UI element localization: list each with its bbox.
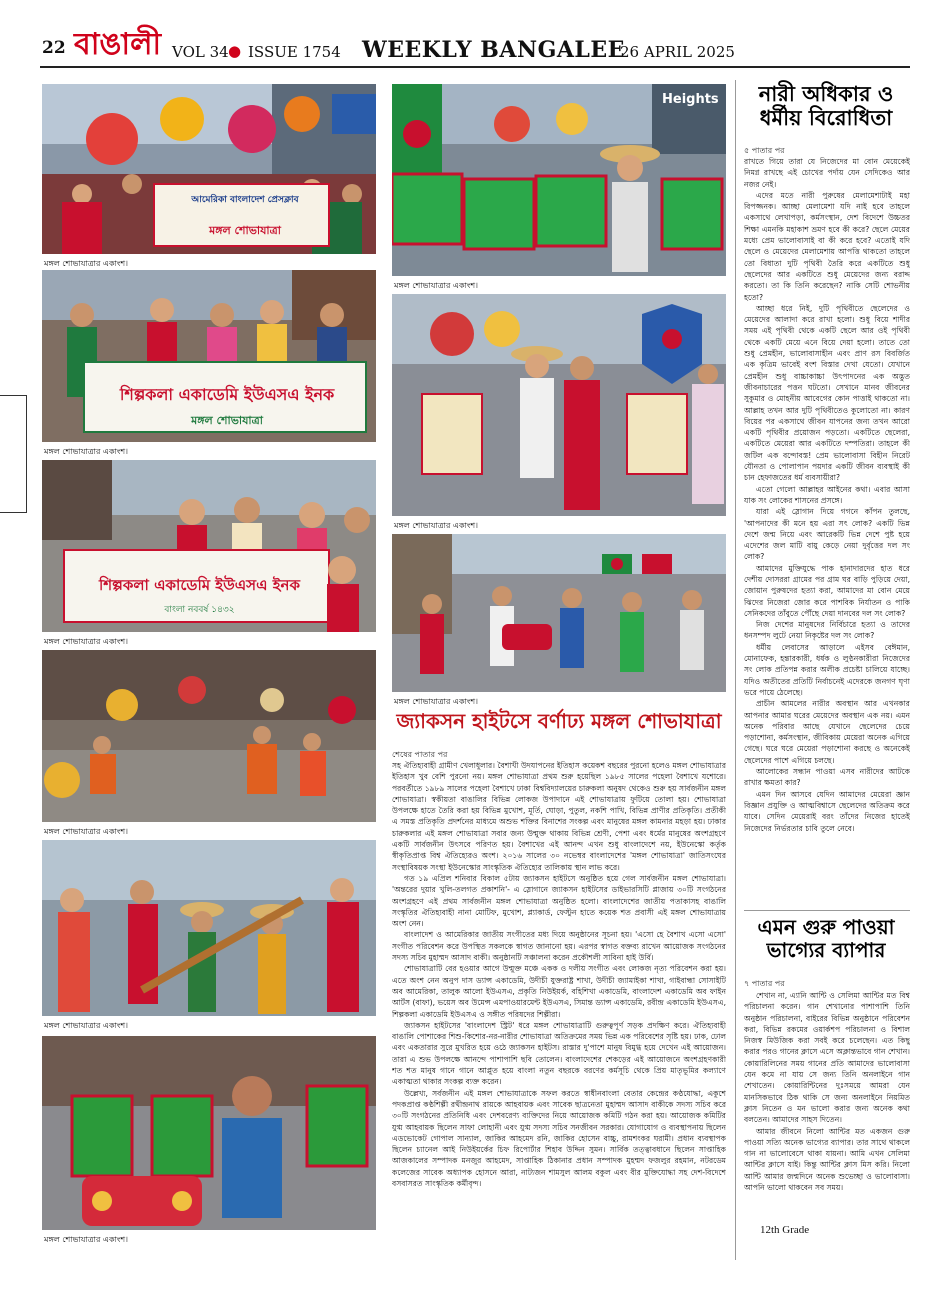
article-paragraph: প্রাচীন আমলের নারীর অবস্থান আর এখনকার আপনার আমার ঘরের মেয়েদের অবস্থান এক নয়। এমন অনেক পরিবার আছে যেখানে ছেলেদের চেয়ে পড়াশোনা, কর্মসংস্থান, জীবিকায় মেয়েরা অনেক এগিয়ে গেছে। ঘরে ঘরে মেয়েরা পড়াশোনা করছে ও অনেকেই ছেলেদের পাশে এগিয়ে চলছে। — [744, 699, 910, 765]
article-paragraph: এমন দিন আসবে যেদিন আমাদের মেয়েরা জ্ঞান বিজ্ঞান প্রযুক্তি ও আত্মবিশ্বাসে ছেলেদের অতিক্রম করে যাবে। সেদিন মেয়েরাই বরং তাঁদের নিজের হাতেই নিজেদের নির্ভরতার চাবি তুলে নেবে। — [744, 789, 910, 833]
author-grade: 12th Grade — [760, 1224, 810, 1236]
continued-note: ৫ পাতার পর — [744, 146, 785, 155]
photo-caption: মঙ্গল শোভাযাত্রার একাংশ। — [44, 259, 128, 268]
side-headline-2 — [744, 916, 908, 962]
photo-caption: মঙ্গল শোভাযাত্রার একাংশ। — [394, 521, 478, 530]
photo-caption: মঙ্গল শোভাযাত্রার একাংশ। — [44, 827, 128, 836]
article-paragraph: উল্লেখ্য, সর্বজনীন এই মঙ্গল শোভাযাত্রাকে সফল করতে স্বাধীনবাংলা বেতার কেন্দ্রের কণ্ঠযোদ্ধা, একুশে পদকপ্রাপ্ত কণ্ঠশিল্পী রথীন্দ্রনাথ রায়কে আহবায়ক এবং সাবেক ছাত্রনেতা মুহাম্মদ আসাদ বাকীকে সদস্য সচিব করে ৩০টি সংগঠনের প্রতিনিধি এবং দেশবরেণ্য ব্যক্তিদের নিয়ে আয়োজক কমিটি গঠন করা হয়। আয়োজক কমিটির যুগ্ম আহবায়ক ছিলেন সাফা লোহানী এবং যুগ্ম সদস্য সচিব সনজীবন সরকার। যোগাযোগ ও ব্যবস্থাপনায় ছিলেন এডভোকেট গোপাল সান্যাল, জাকির আহমেদ রনি, জাকির হোসেন বাচ্চু, রামশংকর ঘরামী। প্রধান ব্যবস্থাপক ছিলেন চ্যানেল আই নিউইয়র্কের চিফ রিপোর্টার শিহাব উদ্দিন সুমন। সার্বিক তত্ত্বাবধানে ছিলেন সাপ্তাহিক আজকালের সম্পাদক মনজুর আহমেদ, সাপ্তাহিক ঠিকানার প্রধান সম্পাদক মুহম্মদ ফজলুর রহমান, নটরডেম কলেজের সাবেক অধ্যাপক হোসনে আরা, নাট্যজন শামসুল আলম বকুল এবং বীর মুক্তিযোদ্ধা সহ দেশ-বিদেশে বসবাসরত সাংস্কৃতিক কর্মীবৃন্দ। — [392, 1088, 726, 1188]
side-headline-2-line2: ভাগ্যের ব্যাপার — [766, 938, 886, 962]
article-paragraph: আমার জীবনে নিলো আন্টির মত একজন গুরু পাওয়া সত্যি অনেক ভাগ্যের ব্যাপার। তার সাথে থাকলে গান না ভালোবেসে থাকা যায়না। আমি এখন সেলিমা আন্টির ক্লাসে যাই। কিন্তু আন্টির ক্লাস মিস করি। নিলো আন্টি আমার জন্মদিনে অনেক শুভেচ্ছা ও ভালোবাসা। আপনি ভালো থাকবেন সব সময়। — [744, 1126, 910, 1193]
banner-text-2: মঙ্গল শোভাযাত্রা — [209, 224, 281, 237]
parade-photo-3 — [42, 460, 376, 632]
side-headline-1-line1: নারী অধিকার ও — [758, 82, 894, 106]
parade-photo-6-image — [42, 1036, 376, 1230]
parade-photo-1 — [42, 84, 376, 254]
main-headline: জ্যাকসন হাইটসে বর্ণাঢ্য মঙ্গল শোভাযাত্রা — [396, 709, 722, 733]
parade-photo-4-image — [42, 650, 376, 822]
article-divider — [744, 910, 910, 911]
parade-photo-5-image — [42, 840, 376, 1016]
article-paragraph: এতো গেলো আল্লাহর আইনের কথা। এবার আসা যাক সং লোকের শাসনের প্রসঙ্গে। — [744, 484, 910, 505]
photo-caption: মঙ্গল শোভাযাত্রার একাংশ। — [44, 1235, 128, 1244]
photo-caption: মঙ্গল শোভাযাত্রার একাংশ। — [394, 697, 478, 706]
newspaper-logo: বাঙালী — [74, 27, 162, 62]
issue-date: 26 APRIL 2025 — [620, 43, 735, 61]
parade-photo-4 — [42, 650, 376, 822]
banner-text-2: মঙ্গল শোভাযাত্রা — [191, 414, 263, 427]
parade-photo-2 — [42, 270, 376, 442]
article-paragraph: সহ ঐতিহ্যবাহী গ্রামীণ খেলাধুলার। বৈশাখী উদযাপনের ইতিহাস কয়েকশ বছরের পুরনো হলেও মঙ্গল শোভাযাত্রার ইতিহাস খুব বেশি পুরনো নয়। মঙ্গল শোভাযাত্রা প্রথম শুরু হয়েছিল ১৯৮৫ সালের পহেলা বৈশাখে যশোরে। পরবর্তীতে ১৯৮৯ সালের পহেলা বৈশাখে ঢাকা বিশ্ববিদ্যালয়ের চারুকলা অনুষদ থেকেও শুরু হয় সার্বজনীন মঙ্গল শোভাযাত্রা। স্বকীয়তা বাঙালির বিভিন্ন লোকজ উপাদানে এই শোভাযাত্রায় ফুটিয়ে তোলা হয়। শোভাযাত্রা উপলক্ষে হাতে তৈরি করা হয় বিভিন্ন মুখোশ, মূর্তি, ঘোড়া, পুতুল, নকশি পাখি, বিভিন্ন প্রাণীর প্রতিকৃতি। প্রতীকী এ সমস্ত প্রতিকৃতি প্রদর্শনের মাধ্যমে অশুভ শক্তির বিনাশের সংকল্প এবং মানুষের মঙ্গল কামনার মহড়া হয়। ঢাকার চারুকলার এই মঙ্গল শোভাযাত্রা সবার জন্য উন্মুক্ত থাকায় বিভিন্ন শ্রেণী, পেশা এবং ধর্মের মানুষের অংশগ্রহণে একটি সার্বজনীন উৎসবে পরিণত হয়। বৈশাখের এই আনন্দ এখন শুধু বাংলাদেশে নয়, ইউনেস্কো কর্তৃক স্বীকৃতিপ্রাপ্ত বিশ্ব ঐতিহ্যেরও অংশ। ২০১৬ সালের ৩০ নভেম্বর বাংলাদেশের 'মঙ্গল শোভাযাত্রা' জাতিসংঘের সংস্থাবিষয়ক সংস্থা ইউনেস্কোর সাংস্কৃতিক ঐতিহ্যের তালিকায় স্থান লাভ করে। — [392, 761, 726, 872]
volume-label: VOL 34 — [172, 43, 229, 61]
parade-photo-6 — [42, 1036, 376, 1230]
article-paragraph: শোভাযাত্রাটি বের হওয়ার আগে উন্মুক্ত মঞ্চে একক ও দলীয় সংগীত এবং লোকজ নৃত্য পরিবেশন করা হয়। এতে অংশ নেন অনুপ দাস ড্যান্স একাডেমি, উদীচী যুক্তরাষ্ট্র শাখা, উদীচী জ্যামাইকা শাখা, গাইবান্ধা সোসাইটি অব আমেরিকা, তালুক আলো ইউএসএ, প্রকৃতি নিউইয়র্ক, বহিশিখা একাডেমি, বাংলাদেশ একাডেমি অব ফাইন আর্টস (বাফা), ভয়েস অব উমেন্স এমপাওয়ারমেন্ট ইউএসএ, সিমান্ত ড্যান্স একাডেমি, রবীন্দ্র একাডেমি ইউএসএ, শিল্পকলা একাডেমি ইউএসএ ও সঙ্গীত পরিষদের শিল্পীরা। — [392, 964, 726, 1019]
article-paragraph: রাখতে গিয়ে তারা যে নিজেদের মা বোন মেয়েকেই নিমগ্ন রাখছে এই চোখের পর্দায় যেন সেদিকেও আর নজর নেই। — [744, 157, 910, 189]
article-paragraph: গত ১৯ এপ্রিল শনিবার বিকাল ৫টায় জ্যাকসন হাইটসে অনুষ্ঠিত হয়ে গেল সার্বজনীন মঙ্গল শোভাযাত্রা। 'অন্তরের দুয়ার খুলি-তলগত প্রকাশনি'- এ স্লোগানে জ্যাকসন হাইটসের ডাইভারসিটি প্লাজায় ৩০টি সংগঠনের অংশগ্রহণে এই প্রথম সার্বজনীন মঙ্গল শোভাযাত্রা অনুষ্ঠিত হলো। বাংলাদেশের জাতীয় পতাকাসহ বাঙালি সংস্কৃতির ঐতিহ্যবাহী নানা মোটিফ, মুখোশ, প্ল্যাকার্ড, ফেস্টুন হাতে কয়েক শত প্রবাসী এই মঙ্গল শোভাযাত্রায় অংশ নেন। — [392, 873, 726, 929]
page-header — [0, 0, 945, 70]
parade-photo-7-image — [392, 84, 726, 276]
photo-caption: মঙ্গল শোভাযাত্রার একাংশ। — [44, 637, 128, 646]
banner-text: আমেরিকা বাংলাদেশ প্রেসক্লাব — [191, 195, 299, 205]
banner-text-2: বাংলা নববর্ষ ১৪৩২ — [164, 605, 235, 615]
store-sign: Heights — [662, 92, 719, 107]
side-headline-1-line2: ধর্মীয় বিরোধিতা — [759, 106, 893, 131]
article-paragraph: আচ্ছা ধরে নিই, দুটি পৃথিবীতে ছেলেদের ও মেয়েদের আলাদা করে রাখা হলো। শুধু বিয়ে শাদীর সময় এই পৃথিবী থেকে একটি ছেলে আর ওই পৃথিবী থেকে একটি মেয়ে এনে বিয়ে দেয়া হলো। তাতে তো শুধু প্রেমহীন, ভালোবাসাহীন এবং প্রাণ রস বিবর্জিত এক কৃত্রিম ভাবেই বংশ বিস্তার দেখা যেতো। যেখানে প্রেমহীন শুধু বাচ্চাকাচ্চা উৎপাদনের এক অদ্ভুত জীবনাচারের পত্তন ঘটতো। সেখানে মানব জীবনের সুকুমার ও মোহনীয় আবেগের কোন পাত্তাই থাকতো না। আল্লাহ তখন আর দুটি পৃথিবীতেও কুলোতো না। কারণ বিয়ের পর একসাথে জীবন যাপনের জন্য তখন আরো একটি পৃথিবীর প্রয়োজন পড়তো। একটিতে ছেলেরা, একটিতে মেয়েরা আর একটিতে দম্পতিরা। তাহলে কী জটিল এক বন্দোবস্ত! প্রেম ভালোবাসা বিহীন নিরেট যৌনতা ও পোলাপান পয়দার একটি জীবন ব্যবস্থাই কী চান হেফাজতের ধর্ম ব্যবসায়ীরা? — [744, 303, 910, 483]
side-headline-1 — [744, 82, 908, 130]
banner-text: শিল্পকলা একাডেমি ইউএসএ ইনক — [119, 385, 335, 404]
continued-note: ৭ পাতার পর — [744, 979, 785, 988]
article-paragraph: যারা এই স্লোগান দিয়ে গগনে কাঁপন তুলছে, 'আপনাদের কী মনে হয় এরা সৎ লোক? একটি ভিন্ন দেশে জন্ম নিয়ে এবং আরেকটি ভিন্ন দেশে পুষ্ট হয়ে এদেশের জল মাটি বায়ু কেড়ে নেয়া দুর্বৃত্তের দল সং লোক? — [744, 507, 910, 562]
bullet-icon: ● — [228, 42, 242, 60]
photo-caption: মঙ্গল শোভাযাত্রার একাংশ। — [44, 447, 128, 456]
article-paragraph: আলোকের সন্ধান পাওয়া এসব নারীদের আটকে রাখার ক্ষমতা কার? — [744, 767, 910, 788]
margin-tab — [0, 395, 27, 513]
column-divider — [735, 80, 736, 1260]
parade-photo-9-image — [392, 534, 726, 692]
article-paragraph: ধর্মীয় লেবাসের আড়ালে এইসব বেঈমান, মোনাফেক, হন্তারকারী, ধর্ষক ও লুণ্ঠনকারীরা নিজেদের সং লোক প্রতিপন্ন করার অলীক প্রচেষ্টা চালিয়ে যাচ্ছে। যদিও অতীতের প্রতিটি নির্বাচনেই এদেরকে জনগণ ঘৃণা ভরে পায়ে ঠেলেছে। — [744, 642, 910, 697]
parade-photo-8-image — [392, 294, 726, 516]
article-paragraph: এদের মতে নারী পুরুষের মেলামেশাটাই মহা বিপজ্জনক। আচ্ছা মেলামেশা যদি নাই হবে তাহলে একসাথে লেখাপড়া, কর্মসংস্থান, দেশ বিদেশে উচ্চতর শিক্ষা এমনকি মহাকাশ ভ্রমণ হবে কী করে? ছেলে মেয়ের মধ্যে প্রেম ভালোবাসাই বা কী করে হবে? এতোই যদি ছেলে ও মেয়েদের মেলামেশায় আপত্তি থাকতো তাহলে তো বিধাতা দুটি পৃথিবী তৈরি করে একটিতে শুধু ছেলেদের আর একটিতে শুধু মেয়েদের জন্য বরাদ্দ করতো। তা কি তিনি করেছেন? নাকি সেটি শোভনীয় হতো? — [744, 190, 910, 302]
parade-photo-7 — [392, 84, 726, 276]
main-article-body — [392, 760, 726, 1258]
photo-caption: মঙ্গল শোভাযাত্রার একাংশ। — [44, 1021, 128, 1030]
continued-note: শেষের পাতার পর — [392, 750, 448, 759]
parade-photo-8 — [392, 294, 726, 516]
article-paragraph: নিজ দেশের মানুষদের নির্বিচারে হত্যা ও তাদের ধনসম্পদ লুটে নেয়া নিকৃষ্টের দল সং লোক? — [744, 620, 910, 641]
parade-photo-9 — [392, 534, 726, 692]
article-paragraph: শেখান না, এ্যানি আন্টি ও সেলিমা আন্টির মত বিশ্ব পরিচালনা করেন। গান শেখানোর পাশাপাশি তিনি অনুষ্ঠান পরিচালনা, বাইরের বিভিন্ন অনুষ্ঠানে পরিবেশন করা, বিভিন্ন রকমের ওয়ার্কশপ পরিচালনা ও বিশাল নিজস্ব মিউজিক করা সবই করে চলেছেন। এত কিছু করার পরও গানের ক্লাসে এসে অক্লান্তভাবে গান শেখান। কোয়ারিলিনের সময় গানের প্রতি আমাদের ভালোবাসা যেন কমে না যায় সে জন্য তিনি অনলাইনে গান শেখাতেন। কোয়ারিন্টিনের দুঃসময়ে আমরা যেন মানসিকভাবে ঠিক থাকি সে জন্য অনলাইনে নিয়মিত ক্লাস নিতেন ও মন ভালো করার জন্য অনেক কথা বলতেন। আমাদের সাহস দিতেন। — [744, 991, 910, 1125]
banner-text: শিল্পকলা একাডেমি ইউএসএ ইনক — [99, 576, 300, 594]
article-paragraph: আমাদের মুক্তিযুদ্ধে পাক হানাদারদের হাত ধরে দেশীয় দোসররা গ্রামের পর গ্রাম ঘর বাড়ি পুড়িয়ে দেয়া, জোয়ান পুরুষদের হত্যা করা, আমাদের মা বোন মেয়ে ঝিদের নিজেরা জোর করে পাশবিক নির্যাতন ও পাকি সেনিকদের তাঁবুতে পৌঁছে দেয়া দানবের দল সং লোক? — [744, 563, 910, 618]
header-rule — [40, 66, 910, 68]
side-article-1-body — [744, 156, 910, 906]
photo-caption: মঙ্গল শোভাযাত্রার একাংশ। — [394, 281, 478, 290]
parade-photo-5 — [42, 840, 376, 1016]
side-article-2-body — [744, 990, 910, 1216]
side-headline-2-line1: এমন গুরু পাওয়া — [757, 915, 895, 939]
page-number: 22 — [42, 38, 66, 58]
issue-label: ISSUE 1754 — [248, 43, 341, 61]
masthead-title: WEEKLY BANGALEE — [362, 37, 625, 63]
article-paragraph: জ্যাকসন হাইটসের 'বাংলাদেশ স্ট্রিট' ধরে মঙ্গল শোভাযাত্রাটি গুরুত্বপূর্ণ সড়ক প্রদক্ষিণ করে। ঐতিহ্যবাহী বাঙালি পোশাকের শিশু-কিশোর-নর-নারীর শোভাযাত্রা অতিক্রমের সময় ভিন্ন এক পরিবেশের সৃষ্টি হয়। ঢাক, ঢোল এবং একতারার সুরে মুখরিত হয়ে ওঠে জ্যাকসন হাইটস। রাস্তার দু'পাশে মানুষ বিমুগ্ধ হয়ে দেখেন এই আয়োজন। তারা এ শুভ উপলক্ষে আনন্দে পাশাপাশি ছবি তোলেন। বাংলাদেশের শেকড়ের এই আয়োজনে অংশগ্রহণকারী শত শত মানুষ গানে গানে আপ্লুত হয়ে বাংলা নতুন বছরকে বরণের কর্মসূচি থেকে প্রিয় মাতৃভূমির কল্যাণে একাত্মতা থাকার সংকল্প ব্যক্ত করেন। — [392, 1020, 726, 1087]
article-paragraph: বাংলাদেশ ও আমেরিকার জাতীয় সংগীতের মধ্য দিয়ে অনুষ্ঠানের সূচনা হয়। 'এসো হে বৈশাখ এসো এসো' সংগীত পরিবেশন করে উপস্থিত সকলকে স্বাগত জানানো হয়। এরপর স্বাগত বক্তব্য রাখেন আয়োজক সংগঠনের সদস্য সচিব মুহাম্মদ আসাদ বাকী। অনুষ্ঠানটি সঞ্চালনা করেন প্রকৌশলী সাবিনা হাই উর্বি। — [392, 930, 726, 963]
